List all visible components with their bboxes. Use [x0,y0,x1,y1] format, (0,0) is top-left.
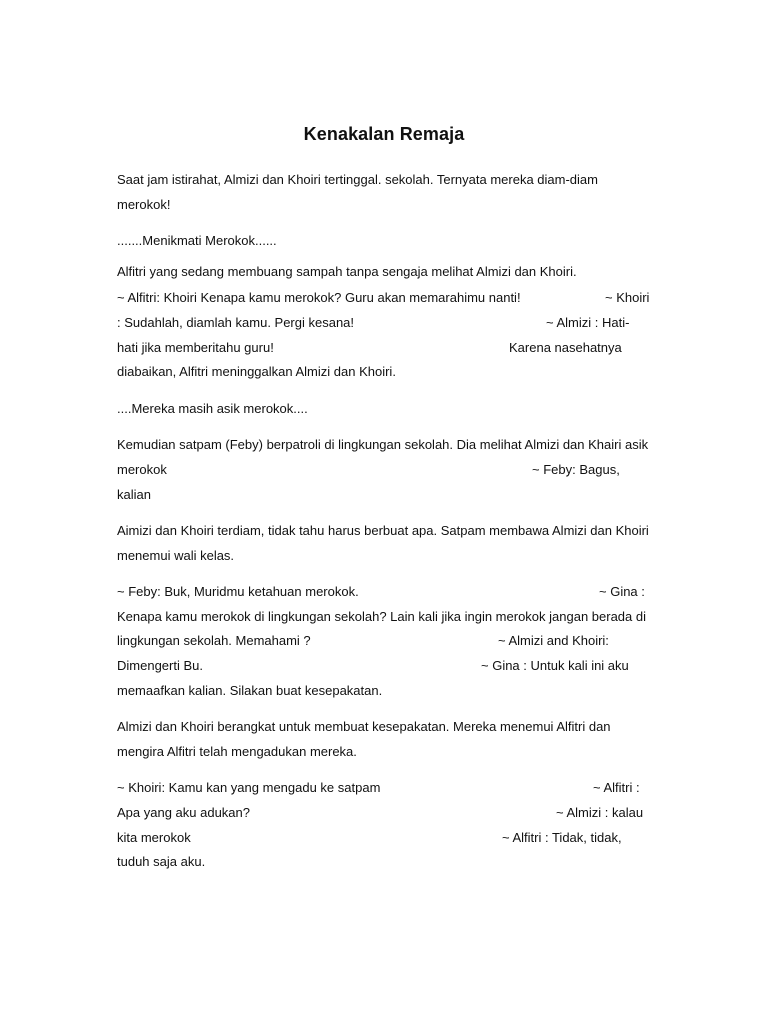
paragraph-line: Almizi dan Khoiri berangkat untuk membuat kesepakatan. Mereka menemui Alfitri dan [117,719,611,734]
dialogue-segment: ~ Almizi and Khoiri: [498,633,609,648]
dialogue-segment: ~ Feby: Buk, Muridmu ketahuan merokok. [117,584,359,599]
paragraph-line: menemui wali kelas. [117,548,235,563]
paragraph-line: memaafkan kalian. Silakan buat kesepakatan. [117,683,383,698]
dialogue-segment: ~ Feby: Bagus, [532,462,620,477]
dialogue-segment: Apa yang aku adukan? [117,805,250,820]
paragraph-line: .......Menikmati Merokok...... [117,233,277,248]
paragraph-line: Saat jam istirahat, Almizi dan Khoiri tertinggal. sekolah. Ternyata mereka diam-diam [117,172,598,187]
dialogue-segment: hati jika memberitahu guru! [117,340,274,355]
dialogue-segment: ~ Alfitri : Tidak, tidak, [502,830,622,845]
dialogue-segment: ~ Khoiri [605,290,650,305]
dialogue-segment: ~ Gina : [599,584,645,599]
paragraph-line: diabaikan, Alfitri meninggalkan Almizi dan Khoiri. [117,364,396,379]
paragraph-line: Kenapa kamu merokok di lingkungan sekolah? Lain kali jika ingin merokok jangan berada di [117,609,646,624]
paragraph-line: ....Mereka masih asik merokok.... [117,401,308,416]
paragraph-line: Kemudian satpam (Feby) berpatroli di lingkungan sekolah. Dia melihat Almizi dan Khairi asik [117,437,649,452]
paragraph-line: mengira Alfitri telah mengadukan mereka. [117,744,357,759]
document-title: Kenakalan Remaja [303,124,465,144]
dialogue-segment: Dimengerti Bu. [117,658,203,673]
dialogue-segment: ~ Almizi : Hati- [546,315,630,330]
paragraph-line: kalian [117,487,151,502]
dialogue-segment: merokok [117,462,167,477]
dialogue-segment: ~ Khoiri: Kamu kan yang mengadu ke satpam [117,780,381,795]
paragraph-line: tuduh saja aku. [117,854,206,869]
dialogue-segment: lingkungan sekolah. Memahami ? [117,633,311,648]
dialogue-segment: ~ Almizi : kalau [556,805,644,820]
paragraph-line: merokok! [117,197,171,212]
dialogue-segment: ~ Gina : Untuk kali ini aku [481,658,629,673]
paragraph-line: Alfitri yang sedang membuang sampah tanpa sengaja melihat Almizi dan Khoiri. [117,264,577,279]
dialogue-segment: ~ Alfitri : [593,780,640,795]
dialogue-segment: kita merokok [117,830,191,845]
dialogue-segment: : Sudahlah, diamlah kamu. Pergi kesana! [117,315,355,330]
dialogue-segment: Karena nasehatnya [509,340,622,355]
dialogue-segment: ~ Alfitri: Khoiri Kenapa kamu merokok? Guru akan memarahimu nanti! [117,290,521,305]
paragraph-line: Aimizi dan Khoiri terdiam, tidak tahu harus berbuat apa. Satpam membawa Almizi dan Khoiri [117,523,649,538]
